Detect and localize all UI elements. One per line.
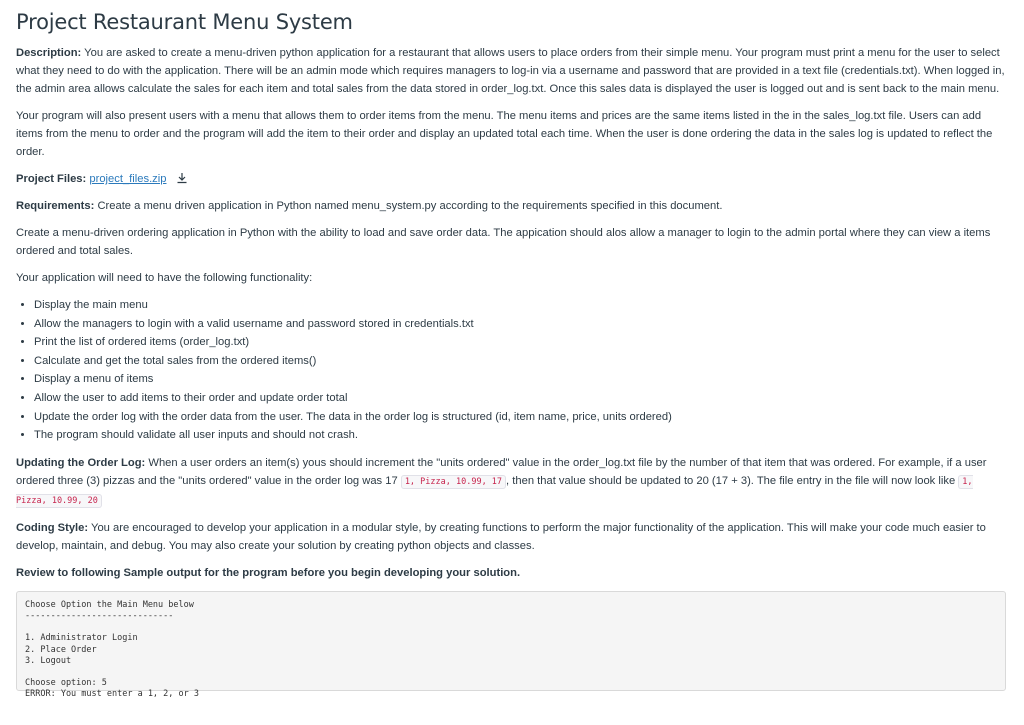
coding-style-text: You are encouraged to develop your application in a modular style, by creating functions to perform the major functionality of the application. This will make your code much easier to develop, maintain, and debug. You may also create your solution by creating python objects and classes. — [16, 521, 986, 552]
list-item: • Calculate and get the total sales from the ordered items() — [34, 352, 1006, 371]
sample-output-block[interactable] — [16, 591, 1006, 700]
list-item: • Allow the user to add items to their order and update order total — [34, 389, 1006, 408]
updating-text-2: , then that value should be updated to 20 (17 + 3). The file entry in the file will now look like — [506, 474, 959, 487]
updating-text-1: When a user orders an item(s) yous should increment the "units ordered" value in the order_log.txt file by the number of that item that was ordered. For example, if a user ordered three (3) pizzas and the "units ordered" value in the order log was 17 — [16, 456, 987, 487]
project-files-paragraph — [16, 170, 1006, 188]
sample-line: Choose option: 5 — [25, 678, 107, 689]
download-icon[interactable] — [176, 172, 188, 184]
description-label: Description: — [16, 47, 82, 59]
description-paragraph — [16, 44, 1006, 98]
description-text: You are asked to create a menu-driven python application for a restaurant that allows users to place orders from their simple menu. Your program must print a menu for the user to select what they need to do with the application. There will be an admin mode which requires managers to log-in via a username and password that are provided in a text file (credentials.txt). When logged in, the admin area allows calculate the sales for each item and total sales from the data stored in order_log.txt. Once this sales data is displayed the user is logged out and is sent back to the main menu. — [16, 47, 1005, 95]
coding-style-paragraph — [16, 519, 1006, 555]
page-title: Project Restaurant Menu System — [16, 10, 353, 34]
sample-line: 3. Logout — [25, 655, 72, 666]
sample-line: ERROR: You must enter a 1, 2, or 3 — [25, 689, 199, 700]
sample-line: 1. Administrator Login — [25, 633, 138, 644]
sample-line: 2. Place Order — [25, 644, 97, 655]
list-item: • Update the order log with the order data from the user. The data in the order log is structured (id, item name, price, units ordered) — [34, 408, 1006, 427]
updating-order-log-paragraph — [16, 454, 1006, 510]
requirements-text: Create a menu driven application in Python named menu_system.py according to the requirements specified in this document. — [94, 200, 723, 212]
functionality-intro: Your application will need to have the following functionality: — [16, 272, 313, 284]
list-item: • The program should validate all user inputs and should not crash. — [34, 426, 1006, 445]
review-paragraph — [16, 564, 1006, 582]
list-item: • Display the main menu — [34, 296, 1006, 315]
review-text: Review to following Sample output for the program before you begin developing your solution. — [16, 566, 521, 579]
order-menu-paragraph: Your program will also present users with a menu that allows them to order items from the menu. The menu items and prices are the same items listed in the in the sales_log.txt file. Users can add items from the menu to order and the program will add the item to their order and display an updated total each time. When the user is done ordering the data in the sales log is updated to reflect the order. — [16, 110, 993, 158]
functionality-list — [16, 296, 1006, 445]
sample-line: Choose Option the Main Menu below — [25, 599, 194, 610]
list-item: • Allow the managers to login with a valid username and password stored in credentials.txt — [34, 315, 1006, 334]
coding-style-label: Coding Style: — [16, 521, 89, 534]
list-item: • Print the list of ordered items (order_log.txt) — [34, 333, 1006, 352]
list-item: • Display a menu of items — [34, 370, 1006, 389]
requirements-label: Requirements: — [16, 200, 95, 212]
inline-code-after: 1, Pizza, 10.99, 20 — [16, 476, 973, 506]
project-files-link[interactable]: project_files.zip — [89, 173, 167, 185]
updating-label: Updating the Order Log: — [16, 456, 146, 469]
requirements-paragraph — [16, 197, 1006, 215]
sample-line: ----------------------------- — [25, 610, 174, 621]
ordering-app-paragraph: Create a menu-driven ordering application in Python with the ability to load and save order data. The appication should alos allow a manager to login to the admin portal where they can view a items ordered and total sales. — [16, 227, 991, 257]
inline-code-before: 1, Pizza, 10.99, 17 — [401, 475, 506, 489]
project-files-label: Project Files: — [16, 173, 87, 185]
